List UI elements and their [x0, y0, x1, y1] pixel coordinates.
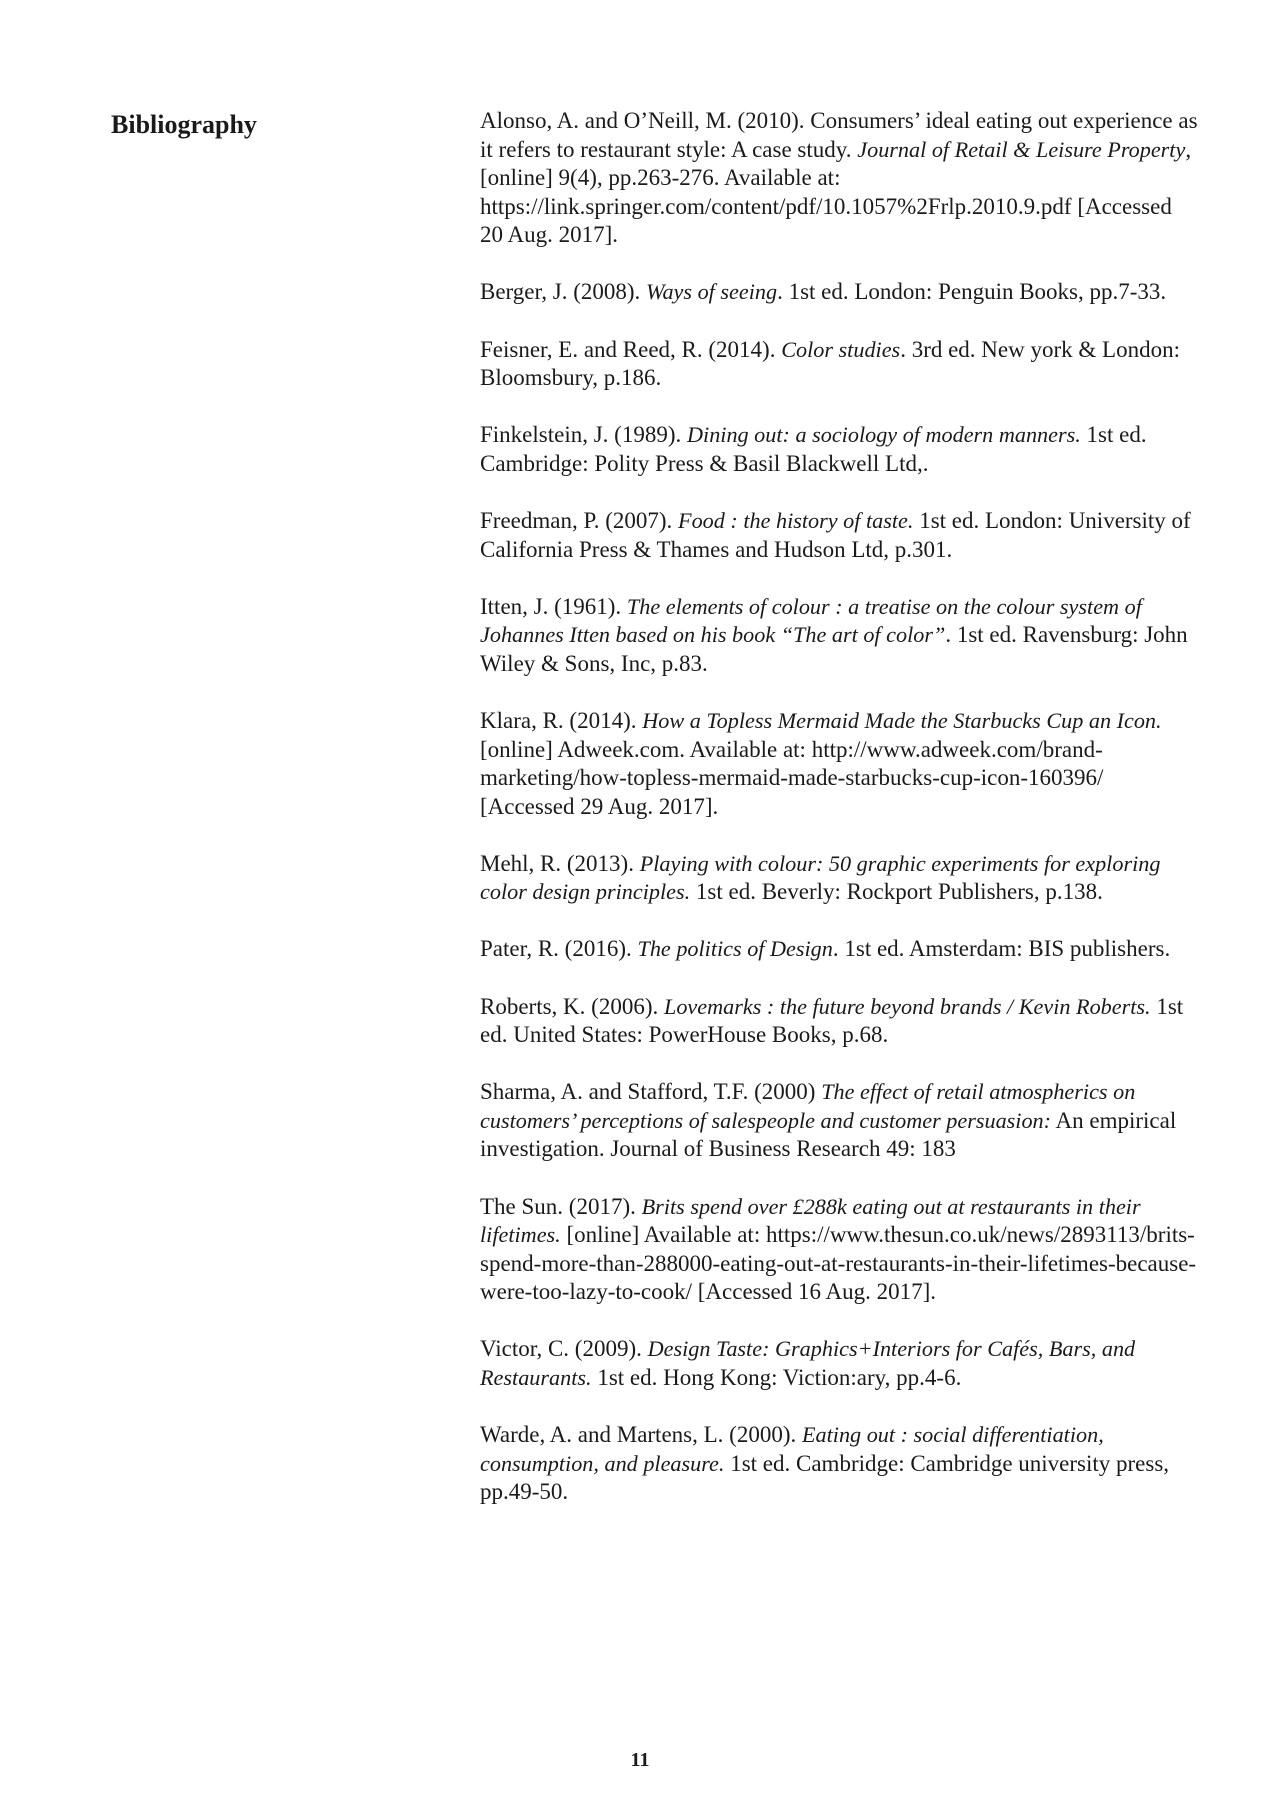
- reference-entry: [480, 707, 1200, 821]
- reference-entry: [480, 1193, 1200, 1307]
- reference-title: Ways of seeing: [646, 279, 778, 305]
- reference-entry: [480, 336, 1200, 393]
- reference-entry: [480, 278, 1200, 307]
- reference-text: , [online] 9(4), pp.263-276. Available at: https://link.springer.com/content/pdf/10.1057%2Frlp.2010.9.pdf [Accessed 20 Aug. 2017].: [480, 136, 1192, 248]
- page-title: Bibliography: [111, 110, 257, 139]
- reference-text: Berger, J. (2008).: [480, 279, 647, 305]
- reference-entry: [480, 107, 1200, 250]
- reference-text: 1st ed. Beverly: Rockport Publishers, p.138.: [690, 879, 1103, 905]
- reference-title: The politics of Design: [637, 936, 833, 962]
- reference-text: [online] Available at: https://www.thesun.co.uk/news/2893113/brits-spend-more-than-288000-eating-out-at-restaurants-in-their-lifetimes-because-were-too-lazy-to-cook/ [Accessed 16 Aug. 2017].: [480, 1222, 1197, 1305]
- reference-title: The elements of colour : a treatise on the colour system of Johannes Itten based on his book “The art of color”: [480, 593, 1142, 648]
- reference-entry: [480, 993, 1200, 1050]
- reference-title: How a Topless Mermaid Made the Starbucks Cup an Icon.: [642, 707, 1162, 733]
- reference-text: Sharma, A. and Stafford, T.F. (2000): [480, 1079, 822, 1105]
- reference-entry: [480, 593, 1200, 679]
- reference-entry: [480, 850, 1200, 907]
- reference-entry: [480, 1335, 1200, 1392]
- reference-title: Playing with colour: 50 graphic experiments for exploring color design principles.: [480, 850, 1161, 905]
- reference-title: Dining out: a sociology of modern manners.: [687, 422, 1081, 448]
- reference-title: The effect of retail atmospherics on customers’ perceptions of salespeople and customer persuasion:: [480, 1079, 1136, 1133]
- reference-text: Pater, R. (2016).: [480, 936, 638, 962]
- reference-text: . 1st ed. Ravensburg: John Wiley & Sons, Inc, p.83.: [480, 622, 1188, 676]
- reference-text: The Sun. (2017).: [480, 1193, 642, 1219]
- reference-list: [480, 107, 1200, 1535]
- reference-title: Color studies: [781, 336, 901, 362]
- reference-text: 1st ed. London: University of California Press & Thames and Hudson Ltd, p.301.: [480, 507, 1191, 562]
- reference-title: Lovemarks : the future beyond brands / Kevin Roberts.: [663, 993, 1151, 1019]
- reference-text: Itten, J. (1961).: [480, 593, 627, 619]
- reference-title: Design Taste: Graphics+Interiors for Cafés, Bars, and Restaurants.: [480, 1336, 1136, 1390]
- reference-text: Alonso, A. and O’Neill, M. (2010). Consumers’ ideal eating out experience as it refers to restaurant style: A case study.: [480, 108, 1198, 162]
- page-number: 11: [630, 1749, 650, 1771]
- reference-text: . 1st ed. London: Penguin Books, pp.7-33.: [777, 279, 1167, 305]
- reference-entry: [480, 1421, 1200, 1507]
- reference-text: Warde, A. and Martens, L. (2000).: [480, 1422, 802, 1448]
- reference-text: Finkelstein, J. (1989).: [480, 422, 687, 448]
- reference-title: Eating out : social differentiation, consumption, and pleasure.: [480, 1422, 1104, 1476]
- reference-text: An empirical investigation. Journal of Business Research 49: 183: [480, 1107, 1177, 1162]
- reference-text: Feisner, E. and Reed, R. (2014).: [480, 336, 782, 362]
- reference-text: [online] Adweek.com. Available at: http://www.adweek.com/brand-marketing/how-topless-mermaid-made-starbucks-cup-icon-160396/ [Accessed 29 Aug. 2017].: [480, 736, 1104, 819]
- reference-text: Mehl, R. (2013).: [480, 850, 640, 876]
- reference-title: Brits spend over £288k eating out at restaurants in their lifetimes.: [480, 1193, 1141, 1248]
- reference-title: Food : the history of taste.: [678, 507, 914, 533]
- reference-text: 1st ed. United States: PowerHouse Books, p.68.: [480, 993, 1184, 1048]
- reference-text: 1st ed. Cambridge: Cambridge university press, pp.49-50.: [480, 1450, 1170, 1505]
- reference-text: Victor, C. (2009).: [480, 1336, 648, 1362]
- reference-text: Klara, R. (2014).: [480, 707, 643, 733]
- reference-entry: [480, 1078, 1200, 1164]
- reference-entry: [480, 935, 1200, 964]
- reference-text: . 1st ed. Amsterdam: BIS publishers.: [832, 936, 1171, 962]
- reference-text: Freedman, P. (2007).: [480, 507, 679, 533]
- reference-text: Roberts, K. (2006).: [480, 993, 664, 1019]
- reference-title: Journal of Retail & Leisure Property: [857, 136, 1186, 162]
- reference-text: 1st ed. Cambridge: Polity Press & Basil Blackwell Ltd,.: [480, 422, 1147, 476]
- reference-text: . 3rd ed. New york & London: Bloomsbury, p.186.: [480, 336, 1180, 391]
- reference-entry: [480, 507, 1200, 564]
- reference-text: 1st ed. Hong Kong: Viction:ary, pp.4-6.: [591, 1365, 962, 1390]
- reference-entry: [480, 421, 1200, 478]
